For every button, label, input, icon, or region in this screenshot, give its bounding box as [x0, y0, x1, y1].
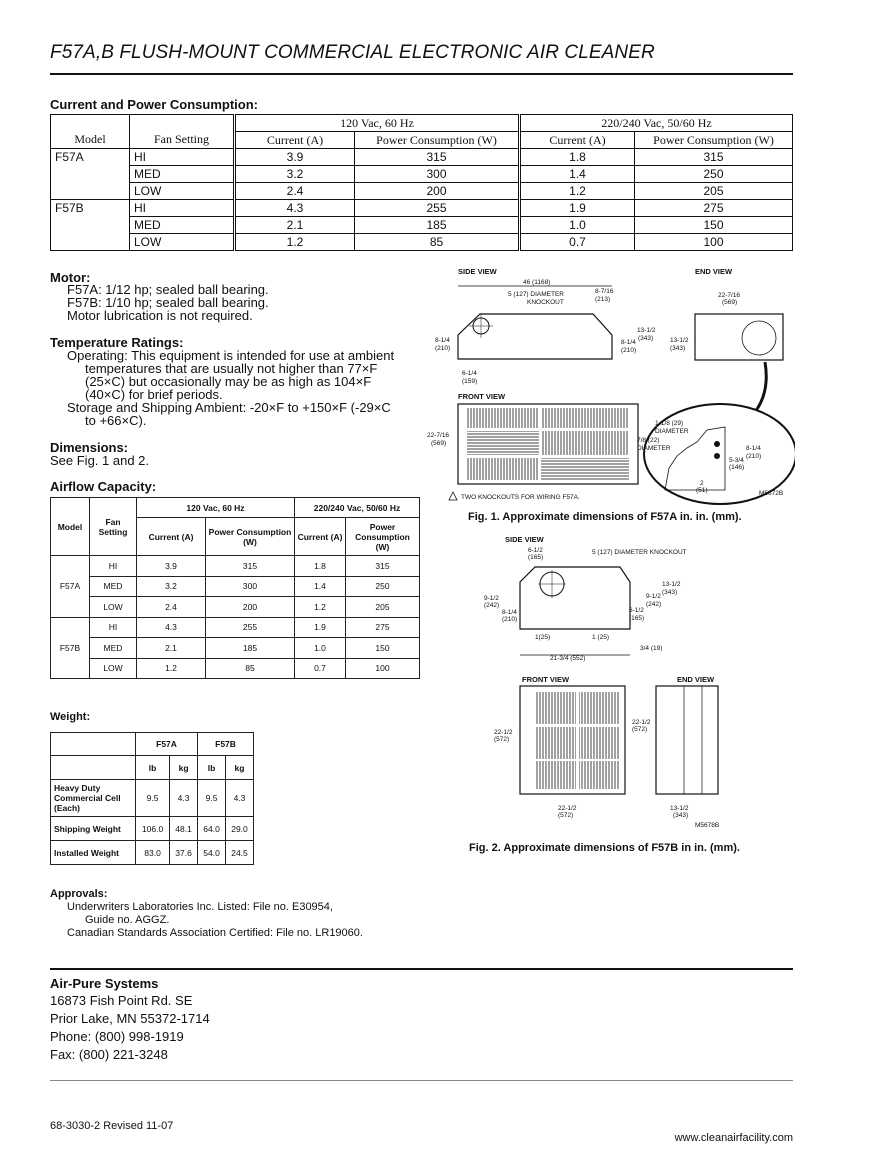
company-rule — [50, 968, 793, 970]
cell-model: F57B — [51, 200, 130, 217]
company-name: Air-Pure Systems — [50, 976, 159, 991]
table-row — [51, 149, 793, 166]
dim-814: 8-1/4 — [502, 609, 517, 616]
cell: 83.0 — [136, 841, 170, 865]
cell-p1: 300 — [355, 166, 520, 183]
cell-c1: 3.9 — [137, 556, 206, 577]
dim-1312e: 13-1/2 — [670, 337, 689, 344]
col-power: Power Consumption (W) — [206, 518, 295, 556]
cell-c2: 1.0 — [520, 217, 635, 234]
dim-2mm: (51) — [696, 487, 708, 494]
fig1-caption: Fig. 1. Approximate dimensions of F57A in. in. (mm). — [468, 511, 742, 523]
fig2-caption: Fig. 2. Approximate dimensions of F57B in in. (mm). — [469, 842, 740, 854]
temperature-line: (25×C) but occasionally may be as high as 104×F — [85, 374, 372, 389]
table-row — [51, 817, 254, 841]
temperature-line: to +66×C). — [85, 413, 147, 428]
cell-c2: 1.9 — [295, 617, 346, 638]
page-title: F57A,B FLUSH-MOUNT COMMERCIAL ELECTRONIC AIR CLEANER — [50, 42, 655, 63]
cell-p2: 150 — [346, 638, 420, 659]
cell: 37.6 — [170, 841, 198, 865]
table-row — [51, 576, 420, 597]
dim-614mm: (159) — [462, 378, 478, 385]
dim-knockout: 5 (127) DIAMETER — [508, 291, 564, 298]
col-current: Current (A) — [137, 518, 206, 556]
cell-p2: 315 — [635, 149, 793, 166]
company-line: Fax: (800) 221-3248 — [50, 1047, 168, 1062]
cell-c2: 1.2 — [520, 183, 635, 200]
dim-78: 7/8 (22) — [637, 437, 660, 444]
dim-612: 6-1/2 — [528, 547, 543, 554]
dim-2276mm: (569) — [722, 299, 738, 306]
detail-arrow — [755, 362, 766, 412]
dim-2212: 22-1/2 — [494, 729, 513, 736]
end-view-label: END VIEW — [695, 267, 733, 276]
table-row — [51, 780, 254, 817]
cell-model — [51, 183, 130, 200]
dim-814: 8-1/4 — [435, 337, 450, 344]
cell-p2: 100 — [346, 658, 420, 679]
dim-8716mm: (213) — [595, 296, 611, 303]
dimensions-heading: Dimensions: — [50, 440, 129, 455]
fig1-diagram — [425, 262, 795, 512]
table-row — [51, 658, 420, 679]
dim-1-25b: 1 (25) — [592, 634, 609, 641]
cell: 48.1 — [170, 817, 198, 841]
dim-912mm: (242) — [484, 602, 500, 609]
cell: 64.0 — [198, 817, 226, 841]
cell-model — [51, 217, 130, 234]
dim-2134: 21-3/4 (552) — [550, 655, 586, 662]
dim-diam2: DIAMETER — [637, 445, 671, 452]
dim-534: 5-3/4 — [729, 457, 744, 464]
dim-2: 2 — [700, 480, 704, 487]
row-label: Shipping Weight — [51, 817, 136, 841]
temperature-line: Operating: This equipment is intended for use at ambient — [67, 348, 395, 363]
dim-2212f: 22-1/2 — [558, 805, 577, 812]
cell: 106.0 — [136, 817, 170, 841]
cell-p1: 300 — [206, 576, 295, 597]
cell-p2: 100 — [635, 234, 793, 251]
cell-model: F57A — [51, 556, 90, 618]
motor-line: F57A: 1/12 hp; sealed ball bearing. — [67, 282, 269, 297]
cell: 29.0 — [226, 817, 254, 841]
cell-c1: 2.4 — [137, 597, 206, 618]
cell-model: F57A — [51, 149, 130, 166]
approvals-line: Guide no. AGGZ. — [85, 914, 170, 926]
dim-614: 6-1/4 — [462, 370, 477, 377]
cell-p1: 85 — [206, 658, 295, 679]
weight-heading: Weight: — [50, 711, 91, 723]
fig1-code: M5672B — [759, 490, 784, 497]
dim-1312emm: (343) — [670, 345, 686, 352]
airflow-heading: Airflow Capacity: — [50, 479, 157, 494]
cell-fan: HI — [130, 200, 235, 217]
col-fan: Fan Setting — [130, 132, 235, 149]
dim-912r: 9-1/2 — [646, 593, 661, 600]
dim-814mm: (210) — [502, 616, 518, 623]
website-url: www.cleanairfacility.com — [674, 1132, 793, 1144]
front-view-label: FRONT VIEW — [458, 392, 506, 401]
dim-2276: 22-7/16 — [718, 292, 741, 299]
end-view-label: END VIEW — [677, 675, 715, 684]
temperature-line: (40×C) for brief periods. — [85, 387, 223, 402]
title-rule — [50, 73, 793, 75]
cell: 24.5 — [226, 841, 254, 865]
table-row — [51, 200, 793, 217]
side-body — [520, 567, 630, 629]
doc-number: 68-3030-2 Revised 11-07 — [50, 1120, 174, 1132]
cell-c1: 2.1 — [137, 638, 206, 659]
dim-612rmm: (165) — [629, 615, 645, 622]
company-line: Prior Lake, MN 55372-1714 — [50, 1011, 210, 1026]
col-kg: kg — [226, 756, 254, 780]
col-power: Power Consumption (W) — [355, 132, 520, 149]
dim-1-25: 1(25) — [535, 634, 551, 641]
filter-panel — [541, 408, 629, 428]
cell-c1: 3.2 — [235, 166, 355, 183]
col-f57a: F57A — [136, 733, 198, 756]
cell-c1: 1.2 — [235, 234, 355, 251]
fig2-diagram — [470, 530, 730, 835]
cell-p2: 205 — [635, 183, 793, 200]
cell-p1: 185 — [206, 638, 295, 659]
side-view-label: SIDE VIEW — [505, 535, 544, 544]
cell-fan: LOW — [130, 183, 235, 200]
knockout-dot — [714, 441, 720, 447]
cell-p1: 200 — [206, 597, 295, 618]
fig1-note: TWO KNOCKOUTS FOR WIRING F57A. — [461, 494, 580, 501]
airflow-table — [50, 497, 420, 679]
dim-912rmm: (242) — [646, 601, 662, 608]
dim-width: 46 (1168) — [523, 279, 551, 286]
cell-p1: 185 — [355, 217, 520, 234]
filter-panel — [541, 458, 629, 480]
dim-diam: DIAMETER — [655, 428, 689, 435]
dim-534mm: (146) — [729, 464, 745, 471]
dim-1312mm: (343) — [662, 589, 678, 596]
dim-34: 3/4 (19) — [640, 645, 663, 652]
current-power-heading: Current and Power Consumption: — [50, 97, 258, 112]
cell-fan: HI — [90, 556, 137, 577]
cell-c1: 3.9 — [235, 149, 355, 166]
group1-header: 120 Vac, 60 Hz — [235, 115, 520, 132]
table-row — [51, 841, 254, 865]
cell-p2: 315 — [346, 556, 420, 577]
approvals-line: Underwriters Laboratories Inc. Listed: File no. E30954, — [67, 901, 333, 913]
temperature-line: temperatures that are usually not higher than 77×F — [85, 361, 378, 376]
table-row — [51, 556, 420, 577]
cell: 4.3 — [226, 780, 254, 817]
col-fan: Fan Setting — [90, 498, 137, 556]
cell-fan: LOW — [90, 658, 137, 679]
dim-612r: 6-1/2 — [629, 607, 644, 614]
dimensions-text: See Fig. 1 and 2. — [50, 453, 150, 468]
col-current: Current (A) — [235, 132, 355, 149]
dim-814rmm: (210) — [621, 347, 637, 354]
dim-1312e: 13-1/2 — [670, 805, 689, 812]
dim-118: 1-1/8 (29) — [655, 420, 684, 427]
knockout-dot — [714, 453, 720, 459]
motor-line: F57B: 1/10 hp; sealed ball bearing. — [67, 295, 269, 310]
dim-1312: 13-1/2 — [662, 581, 681, 588]
cell-p1: 255 — [206, 617, 295, 638]
cell-model: F57B — [51, 617, 90, 679]
approvals-line: Canadian Standards Association Certified: File no. LR19060. — [67, 927, 363, 939]
cell-p2: 250 — [635, 166, 793, 183]
row-label: Heavy Duty Commercial Cell (Each) — [51, 780, 136, 817]
dim-814d: 8-1/4 — [746, 445, 761, 452]
dim-2276fmm: (569) — [431, 440, 447, 447]
group1-header: 120 Vac, 60 Hz — [137, 498, 295, 518]
cell-fan: MED — [90, 638, 137, 659]
temperature-line: Storage and Shipping Ambient: -20×F to +150×F (-29×C — [67, 400, 391, 415]
cell-c1: 2.1 — [235, 217, 355, 234]
cell-c1: 4.3 — [235, 200, 355, 217]
cell-fan: LOW — [130, 234, 235, 251]
cell-p1: 315 — [355, 149, 520, 166]
company-line: Phone: (800) 998-1919 — [50, 1029, 184, 1044]
filter-panel — [541, 431, 629, 455]
dim-1312: 13-1/2 — [637, 327, 656, 334]
cell-c2: 1.4 — [295, 576, 346, 597]
temperature-heading: Temperature Ratings: — [50, 335, 184, 350]
dim-2212mm: (572) — [494, 736, 510, 743]
cell-c1: 4.3 — [137, 617, 206, 638]
col-current2: Current (A) — [520, 132, 635, 149]
company-line: 16873 Fish Point Rd. SE — [50, 993, 193, 1008]
table-row — [51, 234, 793, 251]
row-label: Installed Weight — [51, 841, 136, 865]
cell-c2: 1.0 — [295, 638, 346, 659]
cell-p1: 85 — [355, 234, 520, 251]
dim-2212fmm: (572) — [558, 812, 574, 819]
col-kg: kg — [170, 756, 198, 780]
cell-c1: 2.4 — [235, 183, 355, 200]
fig2-code: M5678B — [695, 822, 720, 829]
cell-c1: 3.2 — [137, 576, 206, 597]
current-power-table — [50, 114, 793, 251]
detail-circle — [742, 321, 776, 355]
weight-table — [50, 732, 254, 865]
table-row — [51, 217, 793, 234]
footer-rule — [50, 1080, 793, 1081]
dim-2212e: 22-1/2 — [632, 719, 651, 726]
cell-fan: HI — [90, 617, 137, 638]
filter-panel — [467, 408, 539, 428]
filter-panel — [536, 727, 576, 759]
dim-912: 9-1/2 — [484, 595, 499, 602]
filter-panel — [467, 458, 539, 480]
cell: 9.5 — [136, 780, 170, 817]
cell-p2: 275 — [346, 617, 420, 638]
cell-fan: MED — [90, 576, 137, 597]
motor-heading: Motor: — [50, 270, 91, 285]
col-model: Model — [51, 498, 90, 556]
cell-c2: 1.8 — [520, 149, 635, 166]
cell-p1: 200 — [355, 183, 520, 200]
cell-c2: 0.7 — [295, 658, 346, 679]
col-power2: Power Consumption (W) — [346, 518, 420, 556]
cell-fan: MED — [130, 217, 235, 234]
motor-line: Motor lubrication is not required. — [67, 308, 253, 323]
cell-c2: 1.9 — [520, 200, 635, 217]
dim-1312mm: (343) — [638, 335, 654, 342]
cell-model — [51, 234, 130, 251]
cell-c2: 1.2 — [295, 597, 346, 618]
cell: 9.5 — [198, 780, 226, 817]
cell-p1: 315 — [206, 556, 295, 577]
cell-p2: 275 — [635, 200, 793, 217]
warning-icon — [449, 492, 457, 500]
filter-panel — [536, 692, 576, 724]
cell-c2: 0.7 — [520, 234, 635, 251]
cell-fan: HI — [130, 149, 235, 166]
dim-814mm: (210) — [435, 345, 451, 352]
table-row — [51, 617, 420, 638]
cell-c1: 1.2 — [137, 658, 206, 679]
cell-p1: 255 — [355, 200, 520, 217]
table-row — [51, 166, 793, 183]
cell: 54.0 — [198, 841, 226, 865]
col-lb: lb — [198, 756, 226, 780]
table-row — [51, 638, 420, 659]
filter-panel — [579, 727, 619, 759]
dim-knockout2: KNOCKOUT — [527, 299, 564, 306]
filter-panel — [579, 761, 619, 789]
dim-612mm: (165) — [528, 554, 544, 561]
dim-8716: 8-7/16 — [595, 288, 614, 295]
cell-p2: 250 — [346, 576, 420, 597]
table-row — [51, 183, 793, 200]
col-f57b: F57B — [198, 733, 254, 756]
side-view-label: SIDE VIEW — [458, 267, 497, 276]
cell-c2: 1.8 — [295, 556, 346, 577]
cell-p2: 205 — [346, 597, 420, 618]
col-model: Model — [51, 132, 130, 149]
cell-fan: MED — [130, 166, 235, 183]
cell-model — [51, 166, 130, 183]
filter-panel — [579, 692, 619, 724]
approvals-heading: Approvals: — [50, 888, 108, 900]
dim-814r: 8-1/4 — [621, 339, 636, 346]
filter-panel — [536, 761, 576, 789]
group2-header: 220/240 Vac, 50/60 Hz — [520, 115, 793, 132]
group2-header: 220/240 Vac, 50/60 Hz — [295, 498, 420, 518]
table-row — [51, 597, 420, 618]
col-current2: Current (A) — [295, 518, 346, 556]
dim-knockout: 5 (127) DIAMETER KNOCKOUT — [592, 549, 687, 556]
end-body — [656, 686, 718, 794]
col-power2: Power Consumption (W) — [635, 132, 793, 149]
cell-fan: LOW — [90, 597, 137, 618]
dim-2276f: 22-7/16 — [427, 432, 450, 439]
filter-panel — [467, 431, 539, 455]
col-lb: lb — [136, 756, 170, 780]
cell: 4.3 — [170, 780, 198, 817]
dim-814dmm: (210) — [746, 453, 762, 460]
dim-1312emm: (343) — [673, 812, 689, 819]
front-view-label: FRONT VIEW — [522, 675, 570, 684]
dim-2212emm: (572) — [632, 726, 648, 733]
cell-p2: 150 — [635, 217, 793, 234]
detail-ellipse — [644, 404, 795, 504]
cell-c2: 1.4 — [520, 166, 635, 183]
